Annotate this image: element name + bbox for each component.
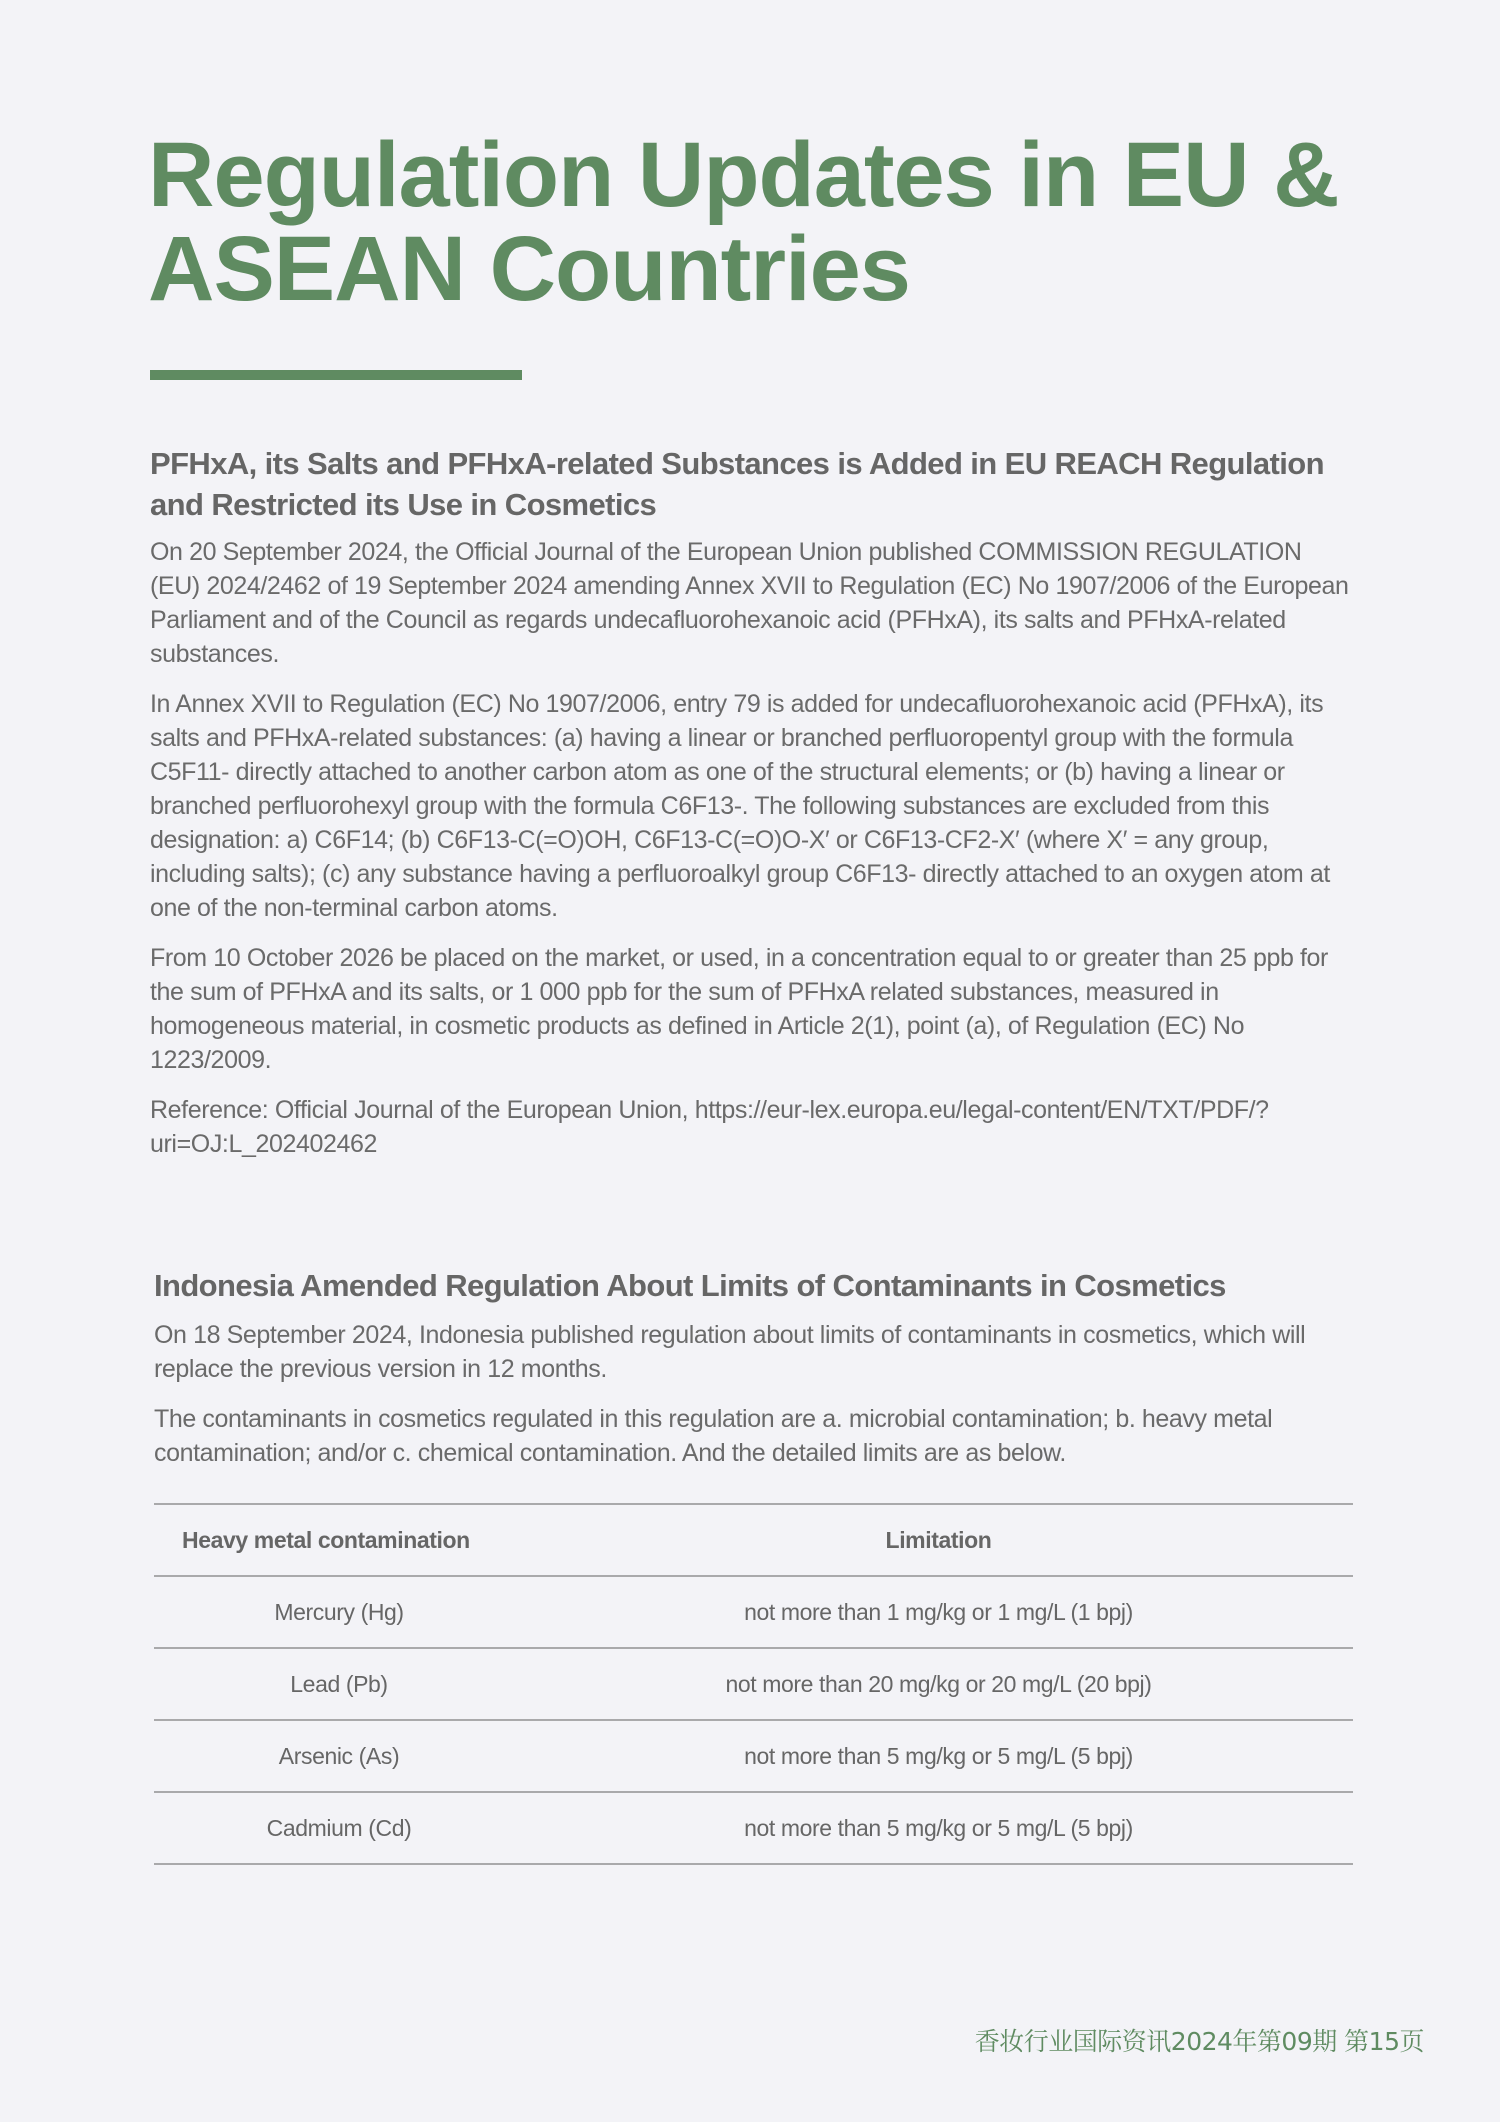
heavy-metal-limits-table: [154, 1503, 1353, 1865]
paragraph: On 20 September 2024, the Official Journal of the European Union published COMMISSION REGULATION (EU) 2024/2462 of 19 September 2024 amending Annex XVII to Regulation (EC) No 1907/2006 of the European Parliament and of the Council as regards undecafluorohexanoic acid (PFHxA), its salts and PFHxA-related substances.: [150, 538, 1349, 668]
reference-paragraph: Reference: Official Journal of the European Union, https://eur-lex.europa.eu/legal-content/EN/TXT/PDF/?uri=OJ:L_202402462: [150, 1096, 1269, 1158]
limit-cell: not more than 5 mg/kg or 5 mg/L (5 bpj): [524, 1720, 1353, 1792]
section-eu-pfhxa: [150, 443, 1350, 1177]
table-row: [154, 1720, 1353, 1792]
table-row: [154, 1648, 1353, 1720]
table-row: [154, 1792, 1353, 1864]
metal-cell: Arsenic (As): [154, 1720, 524, 1792]
table-row: [154, 1576, 1353, 1648]
paragraph: The contaminants in cosmetics regulated in this regulation are a. microbial contamination; b. heavy metal contamination; and/or c. chemical contamination. And the detailed limits are as below.: [154, 1405, 1273, 1467]
paragraph: On 18 September 2024, Indonesia published regulation about limits of contaminants in cosmetics, which will replace the previous version in 12 months.: [154, 1321, 1306, 1383]
metal-cell: Cadmium (Cd): [154, 1792, 524, 1864]
title-underline-divider: [150, 370, 522, 380]
metal-cell: Lead (Pb): [154, 1648, 524, 1720]
section-heading: Indonesia Amended Regulation About Limits of Contaminants in Cosmetics: [154, 1268, 1226, 1303]
metal-cell: Mercury (Hg): [154, 1576, 524, 1648]
limit-cell: not more than 5 mg/kg or 5 mg/L (5 bpj): [524, 1792, 1353, 1864]
column-header-heavy-metal: Heavy metal contamination: [154, 1504, 524, 1576]
paragraph: From 10 October 2026 be placed on the market, or used, in a concentration equal to or greater than 25 ppb for the sum of PFHxA and its salts, or 1 000 ppb for the sum of PFHxA related substances, measured in homogeneous material, in cosmetic products as defined in Article 2(1), point (a), of Regulation (EC) No 1223/2009.: [150, 944, 1328, 1074]
section-indonesia-contaminants: [154, 1265, 1354, 1486]
paragraph: In Annex XVII to Regulation (EC) No 1907/2006, entry 79 is added for undecafluorohexanoic acid (PFHxA), its salts and PFHxA-related substances: (a) having a linear or branched perfluoropentyl group with the formula C5F11- directly attached to another carbon atom as one of the structural elements; or (b) having a linear or branched perfluorohexyl group with the formula C6F13-. The following substances are excluded from this designation: a) C6F14; (b) C6F13-C(=O)OH, C6F13-C(=O)O-X′ or C6F13-CF2-X′ (where X′ = any group, including salts); (c) any substance having a perfluoroalkyl group C6F13- directly attached to an oxygen atom at one of the non-terminal carbon atoms.: [150, 690, 1330, 922]
table-header-row: [154, 1504, 1353, 1576]
limit-cell: not more than 20 mg/kg or 20 mg/L (20 bpj): [524, 1648, 1353, 1720]
section-heading: PFHxA, its Salts and PFHxA-related Substances is Added in EU REACH Regulation and Restricted its Use in Cosmetics: [150, 446, 1324, 522]
page-title: Regulation Updates in EU & ASEAN Countries: [148, 124, 1339, 320]
column-header-limitation: Limitation: [524, 1504, 1353, 1576]
page-footer: 香妆行业国际资讯2024年第09期 第15页: [974, 2027, 1424, 2056]
limit-cell: not more than 1 mg/kg or 1 mg/L (1 bpj): [524, 1576, 1353, 1648]
